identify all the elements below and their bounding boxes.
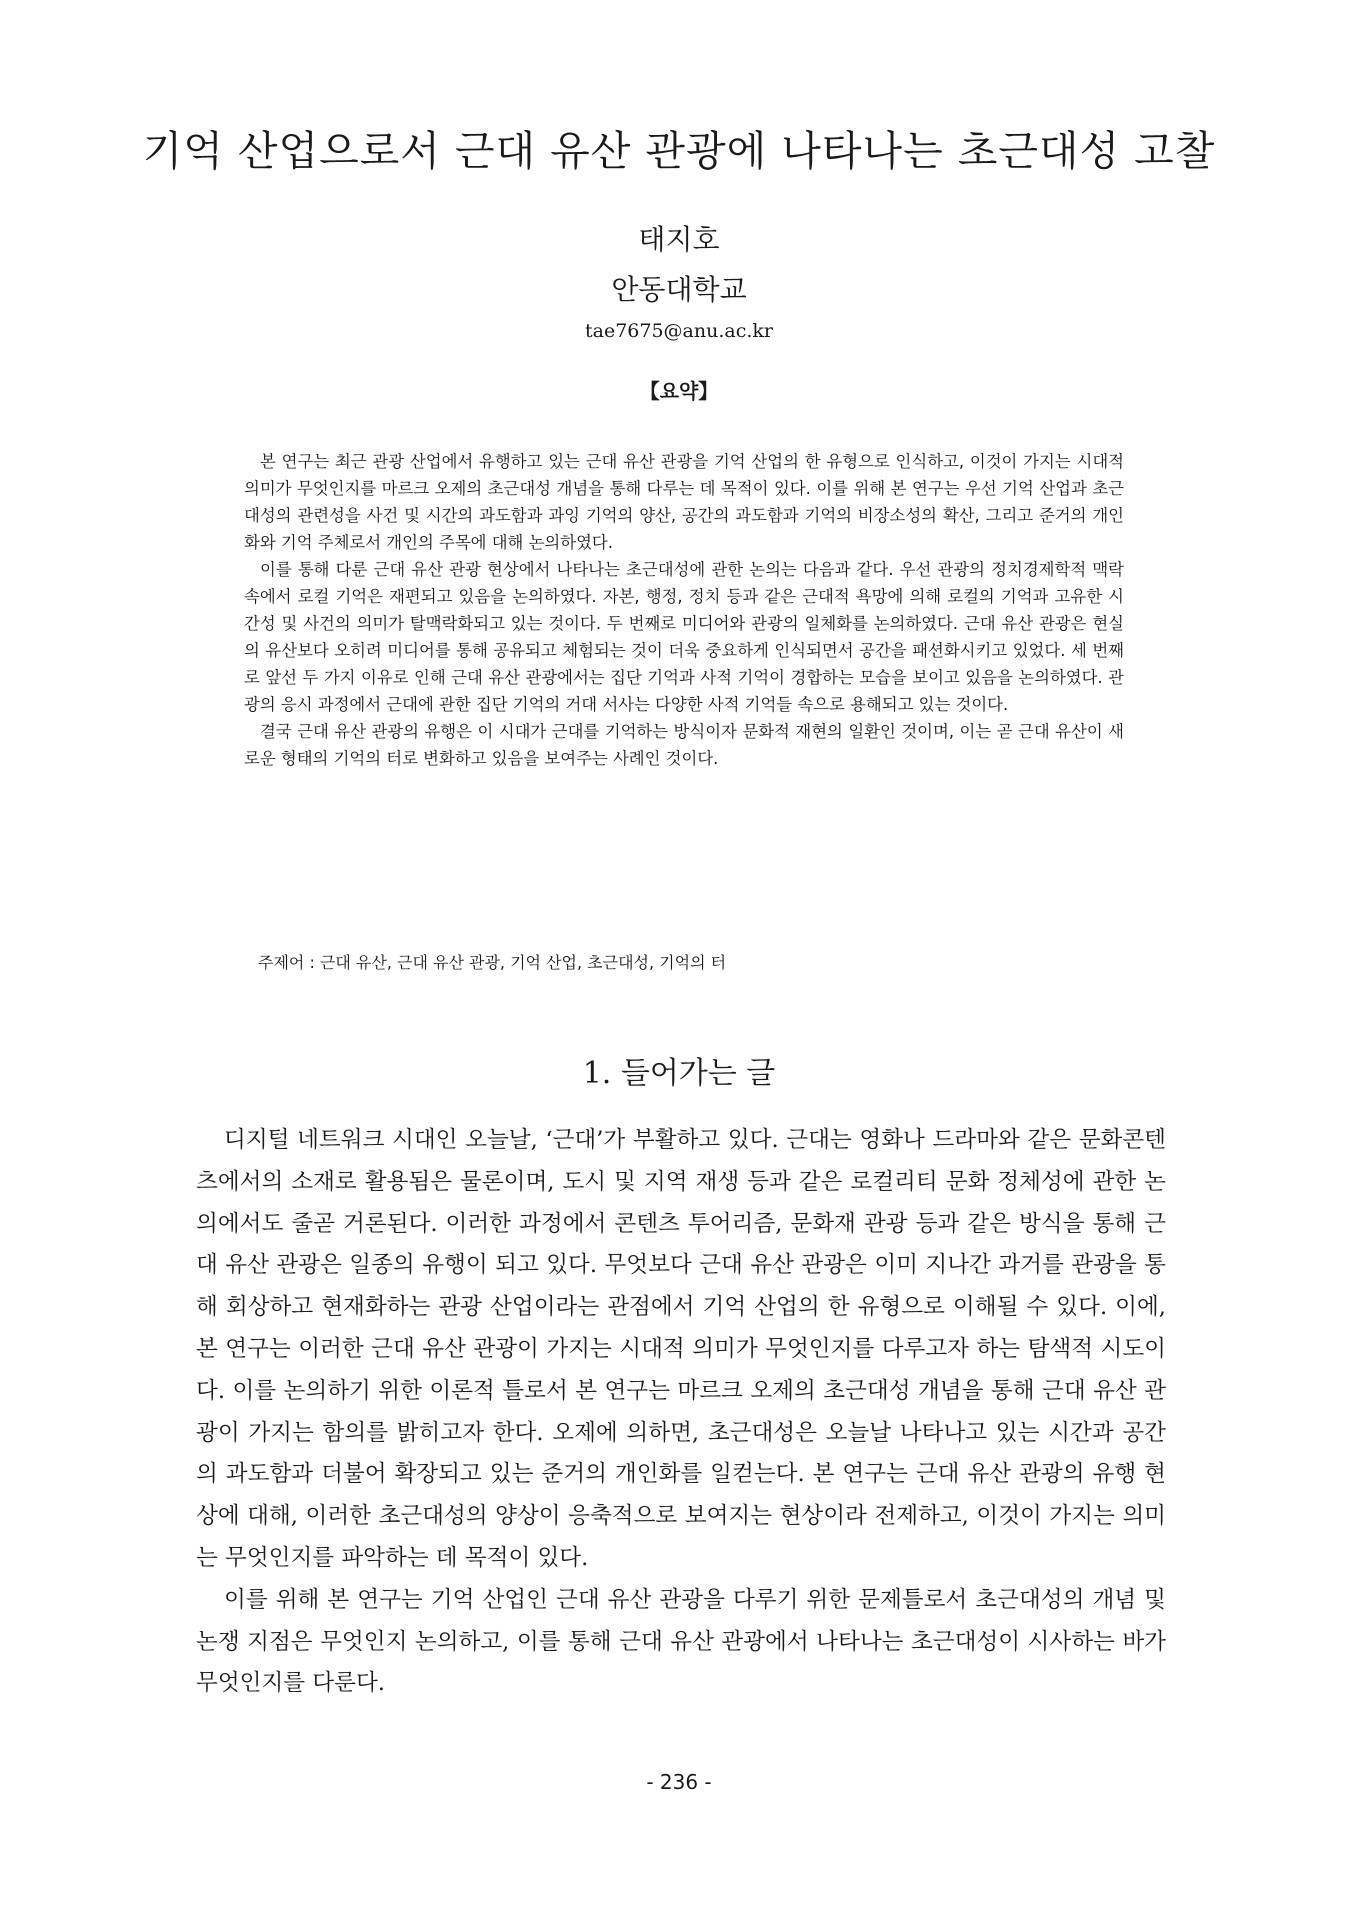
abstract-paragraph: 이를 통해 다룬 근대 유산 관광 현상에서 나타나는 초근대성에 관한 논의는 다음과 같다. 우선 관광의 정치경제학적 맥락 속에서 로컬 기억은 재편되고 있음을 논의하였다. 자본, 행정, 정치 등과 같은 근대적 욕망에 의해 로컬의 기억과 고유한 시간성 및 사건의 의미가 탈맥락화되고 있는 것이다. 두 번째로 미디어와 관광의 일체화를 논의하였다. 근대 유산 관광은 현실의 유산보다 오히려 미디어를 통해 공유되고 체험되는 것이 더욱 중요하게 인식되면서 공간을 패션화시키고 있었다. 세 번째로 앞선 두 가지 이유로 인해 근대 유산 관광에서는 집단 기억과 사적 기억이 경합하는 모습을 보이고 있음을 논의하였다. 관광의 응시 과정에서 근대에 관한 집단 기억의 거대 서사는 다양한 사적 기억들 속으로 용해되고 있는 것이다. — [244, 560, 1124, 714]
author-name: 태지호 — [638, 223, 720, 256]
paper-title: 기억 산업으로서 근대 유산 관광에 나타나는 초근대성 고찰 — [142, 127, 1216, 175]
body-paragraph: 이를 위해 본 연구는 기억 산업인 근대 유산 관광을 다루기 위한 문제틀로서 초근대성의 개념 및 논쟁 지점은 무엇인지 논의하고, 이를 통해 근대 유산 관광에서 나타나는 초근대성이 시사하는 바가 무엇인지를 다룬다. — [196, 1586, 1166, 1697]
abstract-body — [244, 448, 1124, 772]
author-email: tae7675@anu.ac.kr — [584, 320, 773, 342]
section-heading: 1. 들어가는 글 — [582, 1056, 776, 1091]
page-number: - 236 - — [646, 1770, 712, 1794]
abstract-paragraph: 본 연구는 최근 관광 산업에서 유행하고 있는 근대 유산 관광을 기억 산업의 한 유형으로 인식하고, 이것이 가지는 시대적 의미가 무엇인지를 마르크 오제의 초근대성 개념을 통해 다루는 데 목적이 있다. 이를 위해 본 연구는 우선 기억 산업과 초근대성의 관련성을 사건 및 시간의 과도함과 과잉 기억의 양산, 공간의 과도함과 기억의 비장소성의 확산, 그리고 준거의 개인화와 기억 주체로서 개인의 주목에 대해 논의하였다. — [244, 452, 1124, 552]
abstract-heading: 【요약】 — [639, 379, 719, 403]
section-body — [196, 1120, 1166, 1705]
author-affiliation: 안동대학교 — [611, 273, 747, 306]
body-paragraph: 디지털 네트워크 시대인 오늘날, ‘근대’가 부활하고 있다. 근대는 영화나 드라마와 같은 문화콘텐츠에서의 소재로 활용됨은 물론이며, 도시 및 지역 재생 등과 같은 로컬리티 문화 정체성에 관한 논의에서도 줄곧 거론된다. 이러한 과정에서 콘텐츠 투어리즘, 문화재 관광 등과 같은 방식을 통해 근대 유산 관광은 일종의 유행이 되고 있다. 무엇보다 근대 유산 관광은 이미 지나간 과거를 관광을 통해 회상하고 현재화하는 관광 산업이라는 관점에서 기억 산업의 한 유형으로 이해될 수 있다. 이에, 본 연구는 이러한 근대 유산 관광이 가지는 시대적 의미가 무엇인지를 다루고자 하는 탐색적 시도이다. 이를 논의하기 위한 이론적 틀로서 본 연구는 마르크 오제의 초근대성 개념을 통해 근대 유산 관광이 가지는 함의를 밝히고자 한다. 오제에 의하면, 초근대성은 오늘날 나타나고 있는 시간과 공간의 과도함과 더불어 확장되고 있는 준거의 개인화를 일컫는다. 본 연구는 근대 유산 관광의 유행 현상에 대해, 이러한 초근대성의 양상이 응축적으로 보여지는 현상이라 전제하고, 이것이 가지는 의미는 무엇인지를 파악하는 데 목적이 있다. — [196, 1127, 1166, 1571]
abstract-paragraph: 결국 근대 유산 관광의 유행은 이 시대가 근대를 기억하는 방식이자 문화적 재현의 일환인 것이며, 이는 곧 근대 유산이 새로운 형태의 기억의 터로 변화하고 있음을 보여주는 사례인 것이다. — [244, 722, 1124, 768]
keywords-line: 주제어 : 근대 유산, 근대 유산 관광, 기억 산업, 초근대성, 기억의 터 — [258, 953, 727, 972]
